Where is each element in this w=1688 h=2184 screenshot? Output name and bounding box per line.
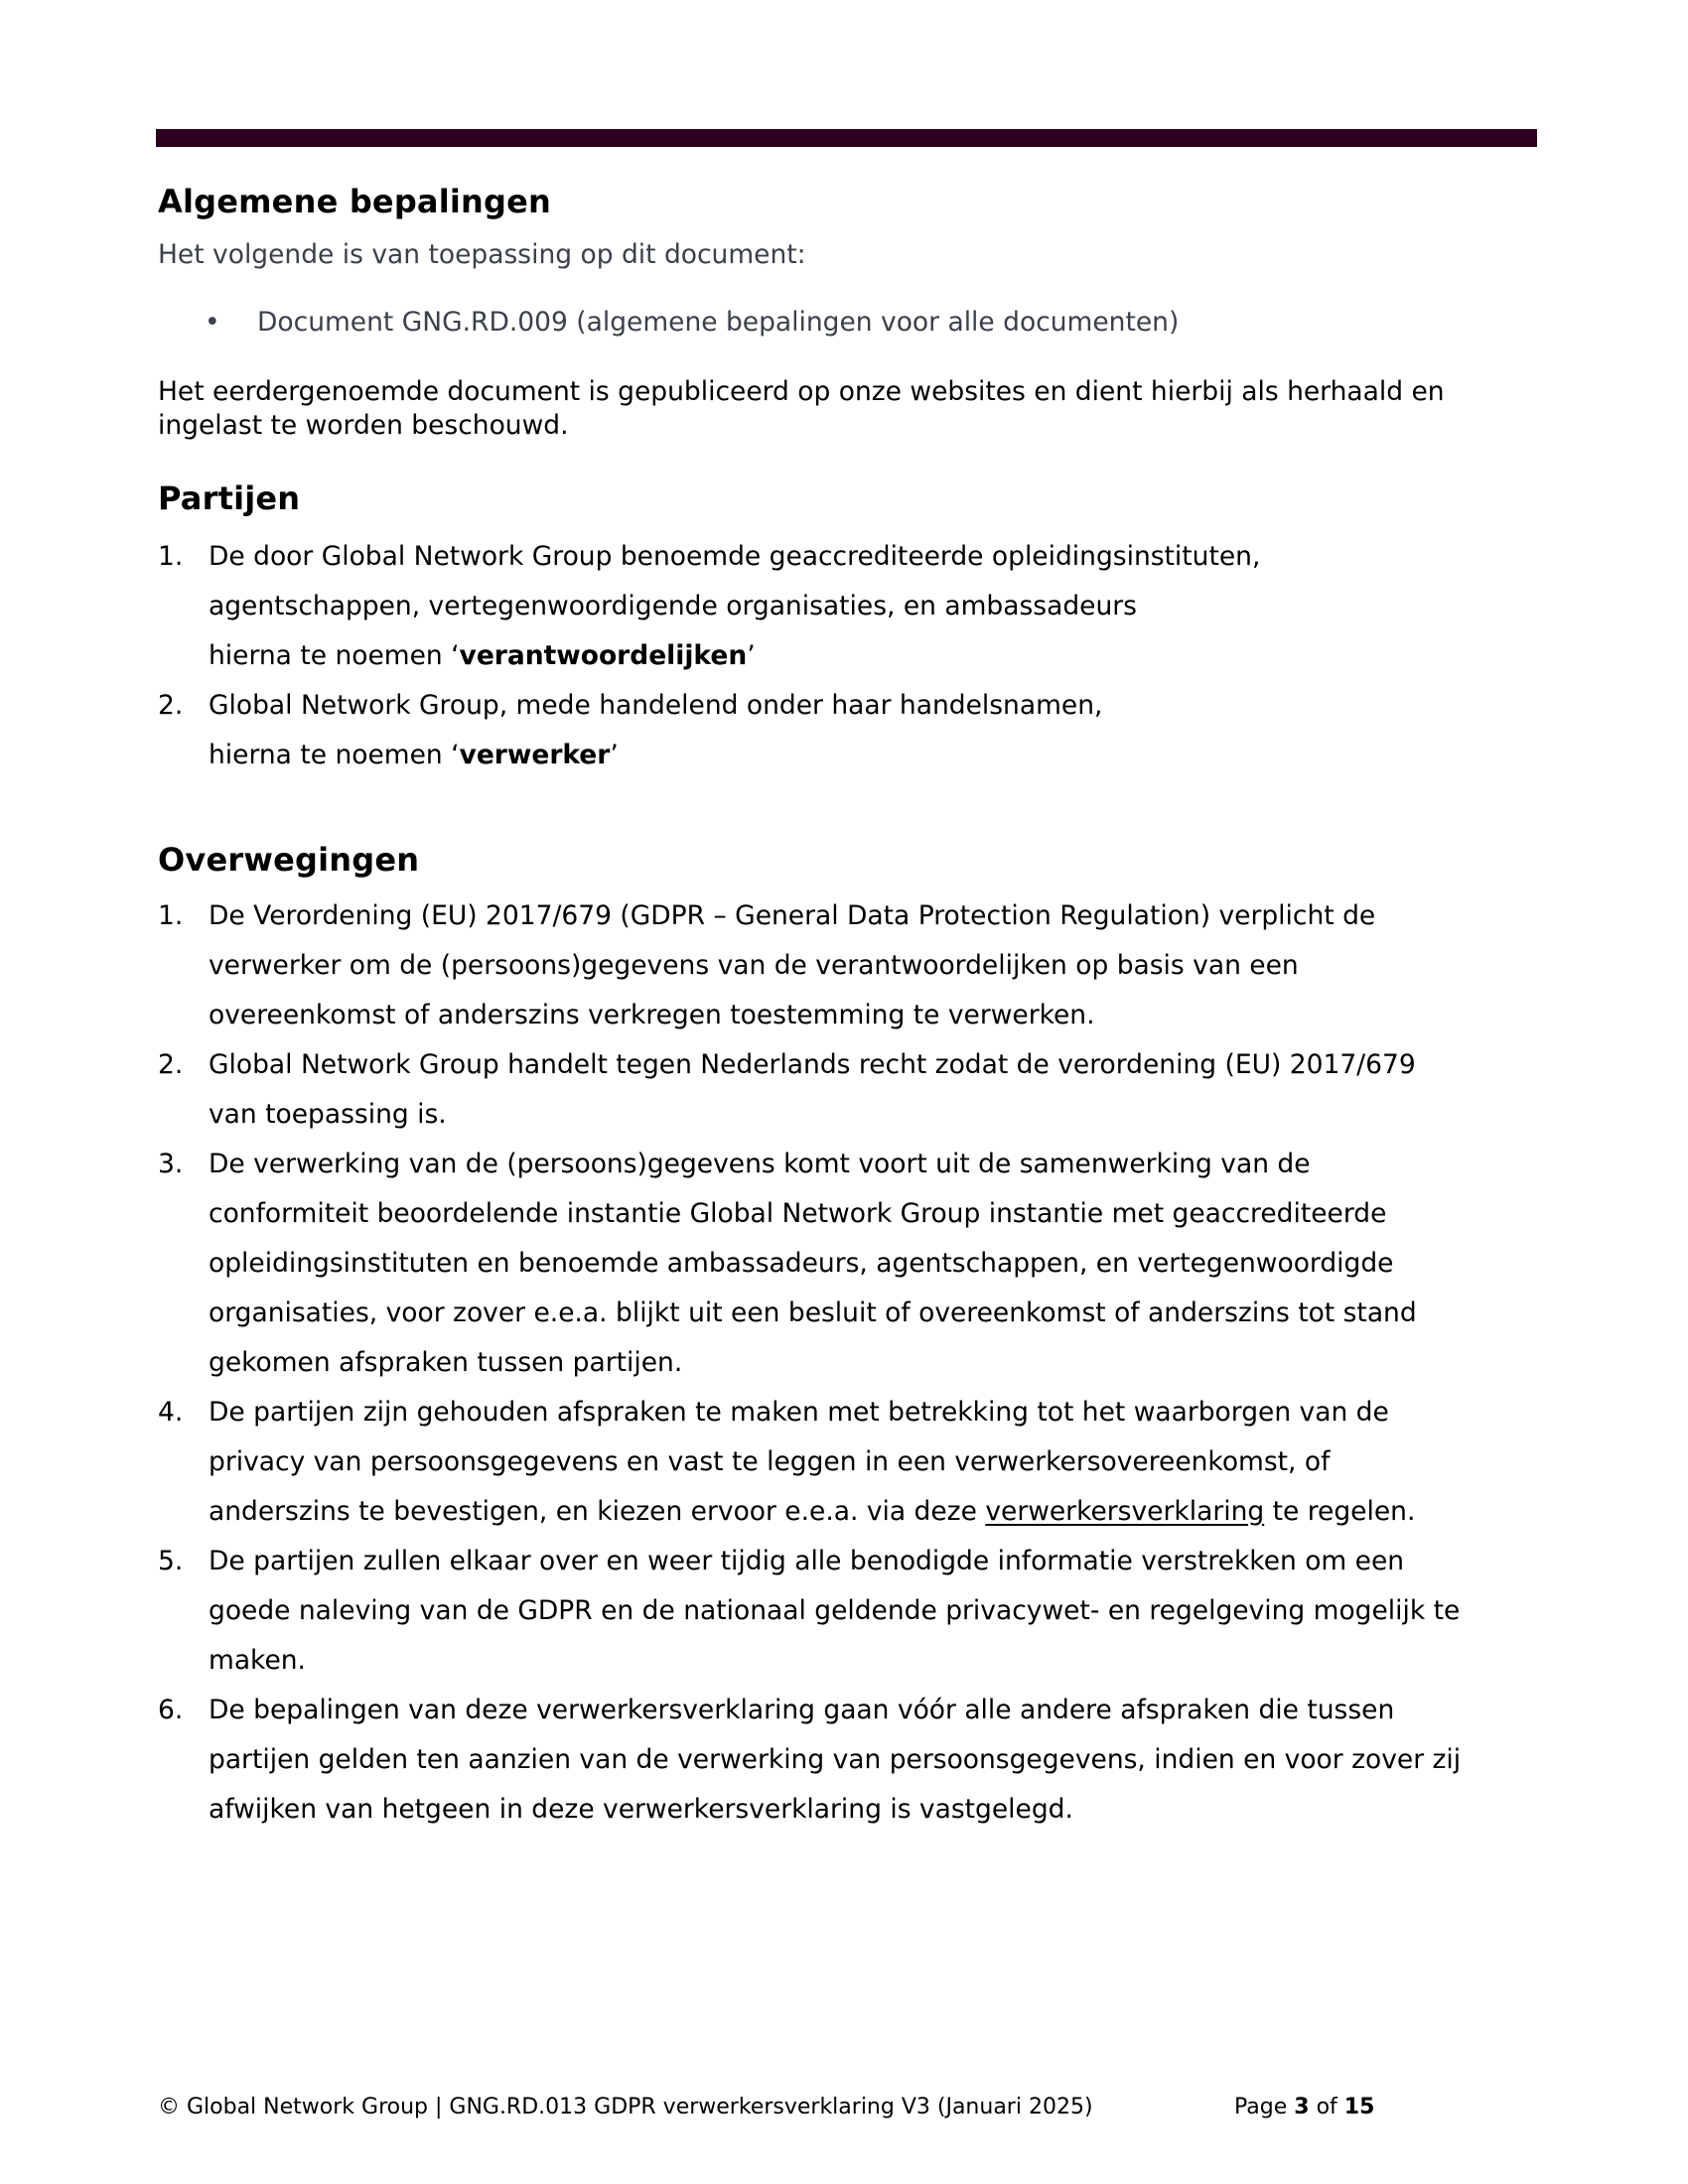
list-line: Global Network Group handelt tegen Nederlands recht zodat de verordening (EU) 2017/679 bbox=[209, 1049, 1416, 1080]
list-item bbox=[158, 532, 1548, 681]
verwerkersverklaring-link[interactable]: verwerkersverklaring bbox=[985, 1496, 1265, 1527]
list-line: conformiteit beoordelende instantie Global Network Group instantie met geaccrediteerde bbox=[209, 1198, 1387, 1229]
list-line: afwijken van hetgeen in deze verwerkersverklaring is vastgelegd. bbox=[209, 1794, 1073, 1825]
named-term-line: hierna te noemen ‘verantwoordelijken’ bbox=[209, 640, 756, 671]
list-line: De verwerking van de (persoons)gegevens komt voort uit de samenwerking van de bbox=[209, 1149, 1311, 1179]
list-item bbox=[158, 1140, 1548, 1388]
general-paragraph-line: Het eerdergenoemde document is gepubliceerd op onze websites en dient hierbij als herhaald en bbox=[158, 376, 1445, 407]
list-item bbox=[158, 681, 1548, 780]
list-number: 1. bbox=[158, 541, 184, 572]
total-pages: 15 bbox=[1343, 2095, 1375, 2119]
footer-page-number: Page 3 of 15 bbox=[1234, 2095, 1375, 2119]
list-number: 2. bbox=[158, 1049, 184, 1080]
current-page: 3 bbox=[1294, 2095, 1310, 2119]
list-line: goede naleving van de GDPR en de nationaal geldende privacywet- en regelgeving mogelijk te bbox=[209, 1595, 1461, 1626]
list-number: 4. bbox=[158, 1397, 184, 1428]
heading-general-provisions: Algemene bepalingen bbox=[158, 183, 552, 220]
list-item bbox=[158, 1686, 1548, 1835]
list-line: maken. bbox=[209, 1645, 306, 1676]
general-paragraph-line: ingelast te worden beschouwd. bbox=[158, 410, 569, 441]
list-item bbox=[158, 891, 1548, 1040]
header-bar bbox=[156, 129, 1537, 147]
term-verwerker: verwerker bbox=[459, 740, 611, 770]
list-line: De partijen zullen elkaar over en weer tijdig alle benodigde informatie verstrekken om een bbox=[209, 1546, 1405, 1576]
list-line: partijen gelden ten aanzien van de verwerking van persoonsgegevens, indien en voor zover zij bbox=[209, 1744, 1462, 1775]
heading-parties: Partijen bbox=[158, 479, 301, 517]
list-item bbox=[158, 1388, 1548, 1537]
considerations-list bbox=[158, 891, 1548, 1835]
general-intro: Het volgende is van toepassing op dit document: bbox=[158, 239, 806, 270]
bullet-text: Document GNG.RD.009 (algemene bepalingen voor alle documenten) bbox=[257, 307, 1180, 338]
list-line: verwerker om de (persoons)gegevens van de verantwoordelijken op basis van een bbox=[209, 950, 1299, 981]
list-line: van toepassing is. bbox=[209, 1099, 447, 1130]
list-number: 1. bbox=[158, 900, 184, 931]
list-line: overeenkomst of anderszins verkregen toestemming te verwerken. bbox=[209, 1000, 1095, 1030]
list-line: agentschappen, vertegenwoordigende organisaties, en ambassadeurs bbox=[209, 591, 1137, 621]
list-number: 6. bbox=[158, 1695, 184, 1725]
list-line: De door Global Network Group benoemde geaccrediteerde opleidingsinstituten, bbox=[209, 541, 1261, 572]
list-line: De partijen zijn gehouden afspraken te maken met betrekking tot het waarborgen van de bbox=[209, 1397, 1389, 1428]
heading-considerations: Overwegingen bbox=[158, 841, 420, 879]
list-item bbox=[158, 1537, 1548, 1686]
list-number: 3. bbox=[158, 1149, 184, 1179]
list-line: De Verordening (EU) 2017/679 (GDPR – General Data Protection Regulation) verplicht de bbox=[209, 900, 1376, 931]
term-verantwoordelijken: verantwoordelijken bbox=[459, 640, 748, 671]
bullet-icon: • bbox=[205, 307, 220, 338]
list-line: gekomen afspraken tussen partijen. bbox=[209, 1347, 683, 1378]
list-line: organisaties, voor zover e.e.a. blijkt uit een besluit of overeenkomst of anderszins tot stand bbox=[209, 1297, 1417, 1328]
list-line: opleidingsinstituten en benoemde ambassadeurs, agentschappen, en vertegenwoordigde bbox=[209, 1248, 1394, 1279]
list-line: privacy van persoonsgegevens en vast te leggen in een verwerkersovereenkomst, of bbox=[209, 1446, 1331, 1477]
list-item bbox=[158, 1040, 1548, 1140]
list-line: anderszins te bevestigen, en kiezen ervoor e.e.a. via deze verwerkersverklaring te regelen. bbox=[209, 1496, 1416, 1527]
list-line: De bepalingen van deze verwerkersverklaring gaan vóór alle andere afspraken die tussen bbox=[209, 1695, 1395, 1725]
parties-list bbox=[158, 532, 1548, 780]
list-number: 2. bbox=[158, 690, 184, 721]
list-line: Global Network Group, mede handelend onder haar handelsnamen, bbox=[209, 690, 1103, 721]
named-term-line: hierna te noemen ‘verwerker’ bbox=[209, 740, 619, 770]
footer-copyright: © Global Network Group | GNG.RD.013 GDPR verwerkersverklaring V3 (Januari 2025) bbox=[158, 2095, 1093, 2119]
list-number: 5. bbox=[158, 1546, 184, 1576]
